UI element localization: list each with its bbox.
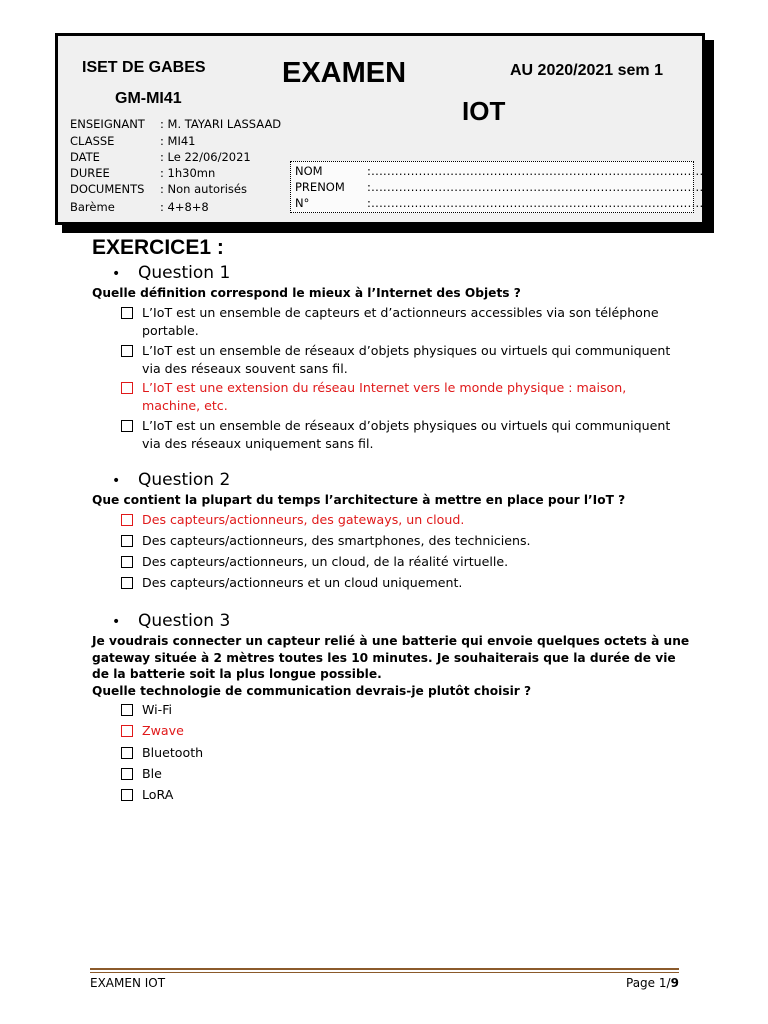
answer-option-correct[interactable] [121, 511, 681, 529]
checkbox-icon[interactable] [121, 535, 133, 547]
bullet: • [112, 614, 121, 630]
answer-option[interactable] [121, 532, 681, 550]
checkbox-icon[interactable] [121, 704, 133, 716]
page-separator: / [666, 976, 671, 990]
school-name: ISET DE GABES [82, 59, 206, 76]
question-text: Quelle définition correspond le mieux à l’Internet des Objets ? [92, 286, 521, 300]
info-value: : 1h30mn [160, 166, 216, 180]
question-text: Que contient la plupart du temps l’architecture à mettre en place pour l’IoT ? [92, 493, 626, 507]
footer-rule [90, 968, 679, 970]
option-text: Zwave [142, 723, 184, 738]
course-code: GM-MI41 [115, 90, 182, 107]
question-title: Question 3 [138, 611, 231, 631]
checkbox-icon[interactable] [121, 307, 133, 319]
checkbox-icon[interactable] [121, 345, 133, 357]
student-info-box [290, 161, 712, 213]
option-text: Wi-Fi [142, 702, 173, 717]
option-text: Des capteurs/actionneurs et un cloud uniquement. [142, 575, 463, 590]
option-text: Des capteurs/actionneurs, un cloud, de la réalité virtuelle. [142, 554, 509, 569]
exam-title: EXAMEN [282, 57, 407, 89]
option-text: LoRA [142, 787, 174, 802]
answer-option[interactable] [121, 574, 681, 592]
answer-option[interactable] [121, 342, 681, 378]
checkbox-icon[interactable] [121, 789, 133, 801]
footer-rule-thin [90, 972, 679, 973]
field-blank: :..................................................................................... [367, 196, 708, 210]
info-label: DATE [70, 150, 100, 164]
bullet: • [112, 473, 121, 489]
answer-option-correct[interactable] [121, 722, 681, 740]
answer-option[interactable] [121, 765, 681, 783]
info-label: DUREE [70, 166, 110, 180]
checkbox-icon[interactable] [121, 768, 133, 780]
page-prefix: Page [626, 976, 659, 990]
page-total: 9 [670, 976, 679, 990]
answer-option[interactable] [121, 553, 681, 571]
info-label: DOCUMENTS [70, 182, 145, 196]
field-label: NOM [295, 164, 323, 178]
option-text: Des capteurs/actionneurs, des gateways, un cloud. [142, 512, 465, 527]
answer-option[interactable] [121, 744, 681, 762]
footer-title: EXAMEN IOT [90, 976, 166, 990]
option-text: L’IoT est un ensemble de capteurs et d’actionneurs accessibles via son téléphone portable. [142, 305, 659, 338]
question-title: Question 1 [138, 263, 231, 283]
info-label: CLASSE [70, 134, 115, 148]
bullet: • [112, 266, 121, 282]
field-label: N° [295, 196, 310, 210]
info-label: ENSEIGNANT [70, 117, 145, 131]
checkbox-icon[interactable] [121, 382, 133, 394]
option-text: L’IoT est un ensemble de réseaux d’objets physiques ou virtuels qui communiquent via des réseaux uniquement sans fil. [142, 418, 671, 451]
field-blank: :...................................................................................... [367, 164, 712, 178]
checkbox-icon[interactable] [121, 725, 133, 737]
answer-option[interactable] [121, 417, 681, 453]
answer-option[interactable] [121, 786, 681, 804]
option-text: L’IoT est un ensemble de réseaux d’objets physiques ou virtuels qui communiquent via des réseaux souvent sans fil. [142, 343, 671, 376]
option-text: Bluetooth [142, 745, 204, 760]
info-value: : M. TAYARI LASSAAD [160, 117, 282, 131]
info-value: : MI41 [160, 134, 196, 148]
page-current: 1 [658, 976, 667, 990]
option-text: L’IoT est une extension du réseau Internet vers le monde physique : maison, machine, etc. [142, 380, 627, 413]
option-text: Ble [142, 766, 162, 781]
question-text: Je voudrais connecter un capteur relié à une batterie qui envoie quelques octets à une gateway située à 2 mètres toutes les 10 minutes. Je souhaiterais que la durée de vie de la batterie soit la plus longue possible. [92, 634, 690, 681]
option-text: Des capteurs/actionneurs, des smartphones, des techniciens. [142, 533, 531, 548]
answer-option[interactable] [121, 304, 681, 340]
checkbox-icon[interactable] [121, 556, 133, 568]
info-value: : Non autorisés [160, 182, 247, 196]
field-blank: :..................................................................................... [367, 180, 708, 194]
checkbox-icon[interactable] [121, 420, 133, 432]
question-prompt: Quelle technologie de communication devrais-je plutôt choisir ? [92, 684, 532, 698]
checkbox-icon[interactable] [121, 577, 133, 589]
academic-year: AU 2020/2021 sem 1 [510, 62, 663, 79]
answer-option-correct[interactable] [121, 379, 681, 415]
page-number [626, 976, 679, 990]
answer-option[interactable] [121, 701, 681, 719]
info-label: Barème [70, 200, 115, 214]
question-title: Question 2 [138, 470, 231, 490]
checkbox-icon[interactable] [121, 514, 133, 526]
field-label: PRENOM [295, 180, 345, 194]
exam-subject: IOT [462, 96, 506, 126]
info-value: : 4+8+8 [160, 200, 209, 214]
checkbox-icon[interactable] [121, 747, 133, 759]
exercise-title: EXERCICE1 : [92, 236, 224, 259]
info-value: : Le 22/06/2021 [160, 150, 251, 164]
